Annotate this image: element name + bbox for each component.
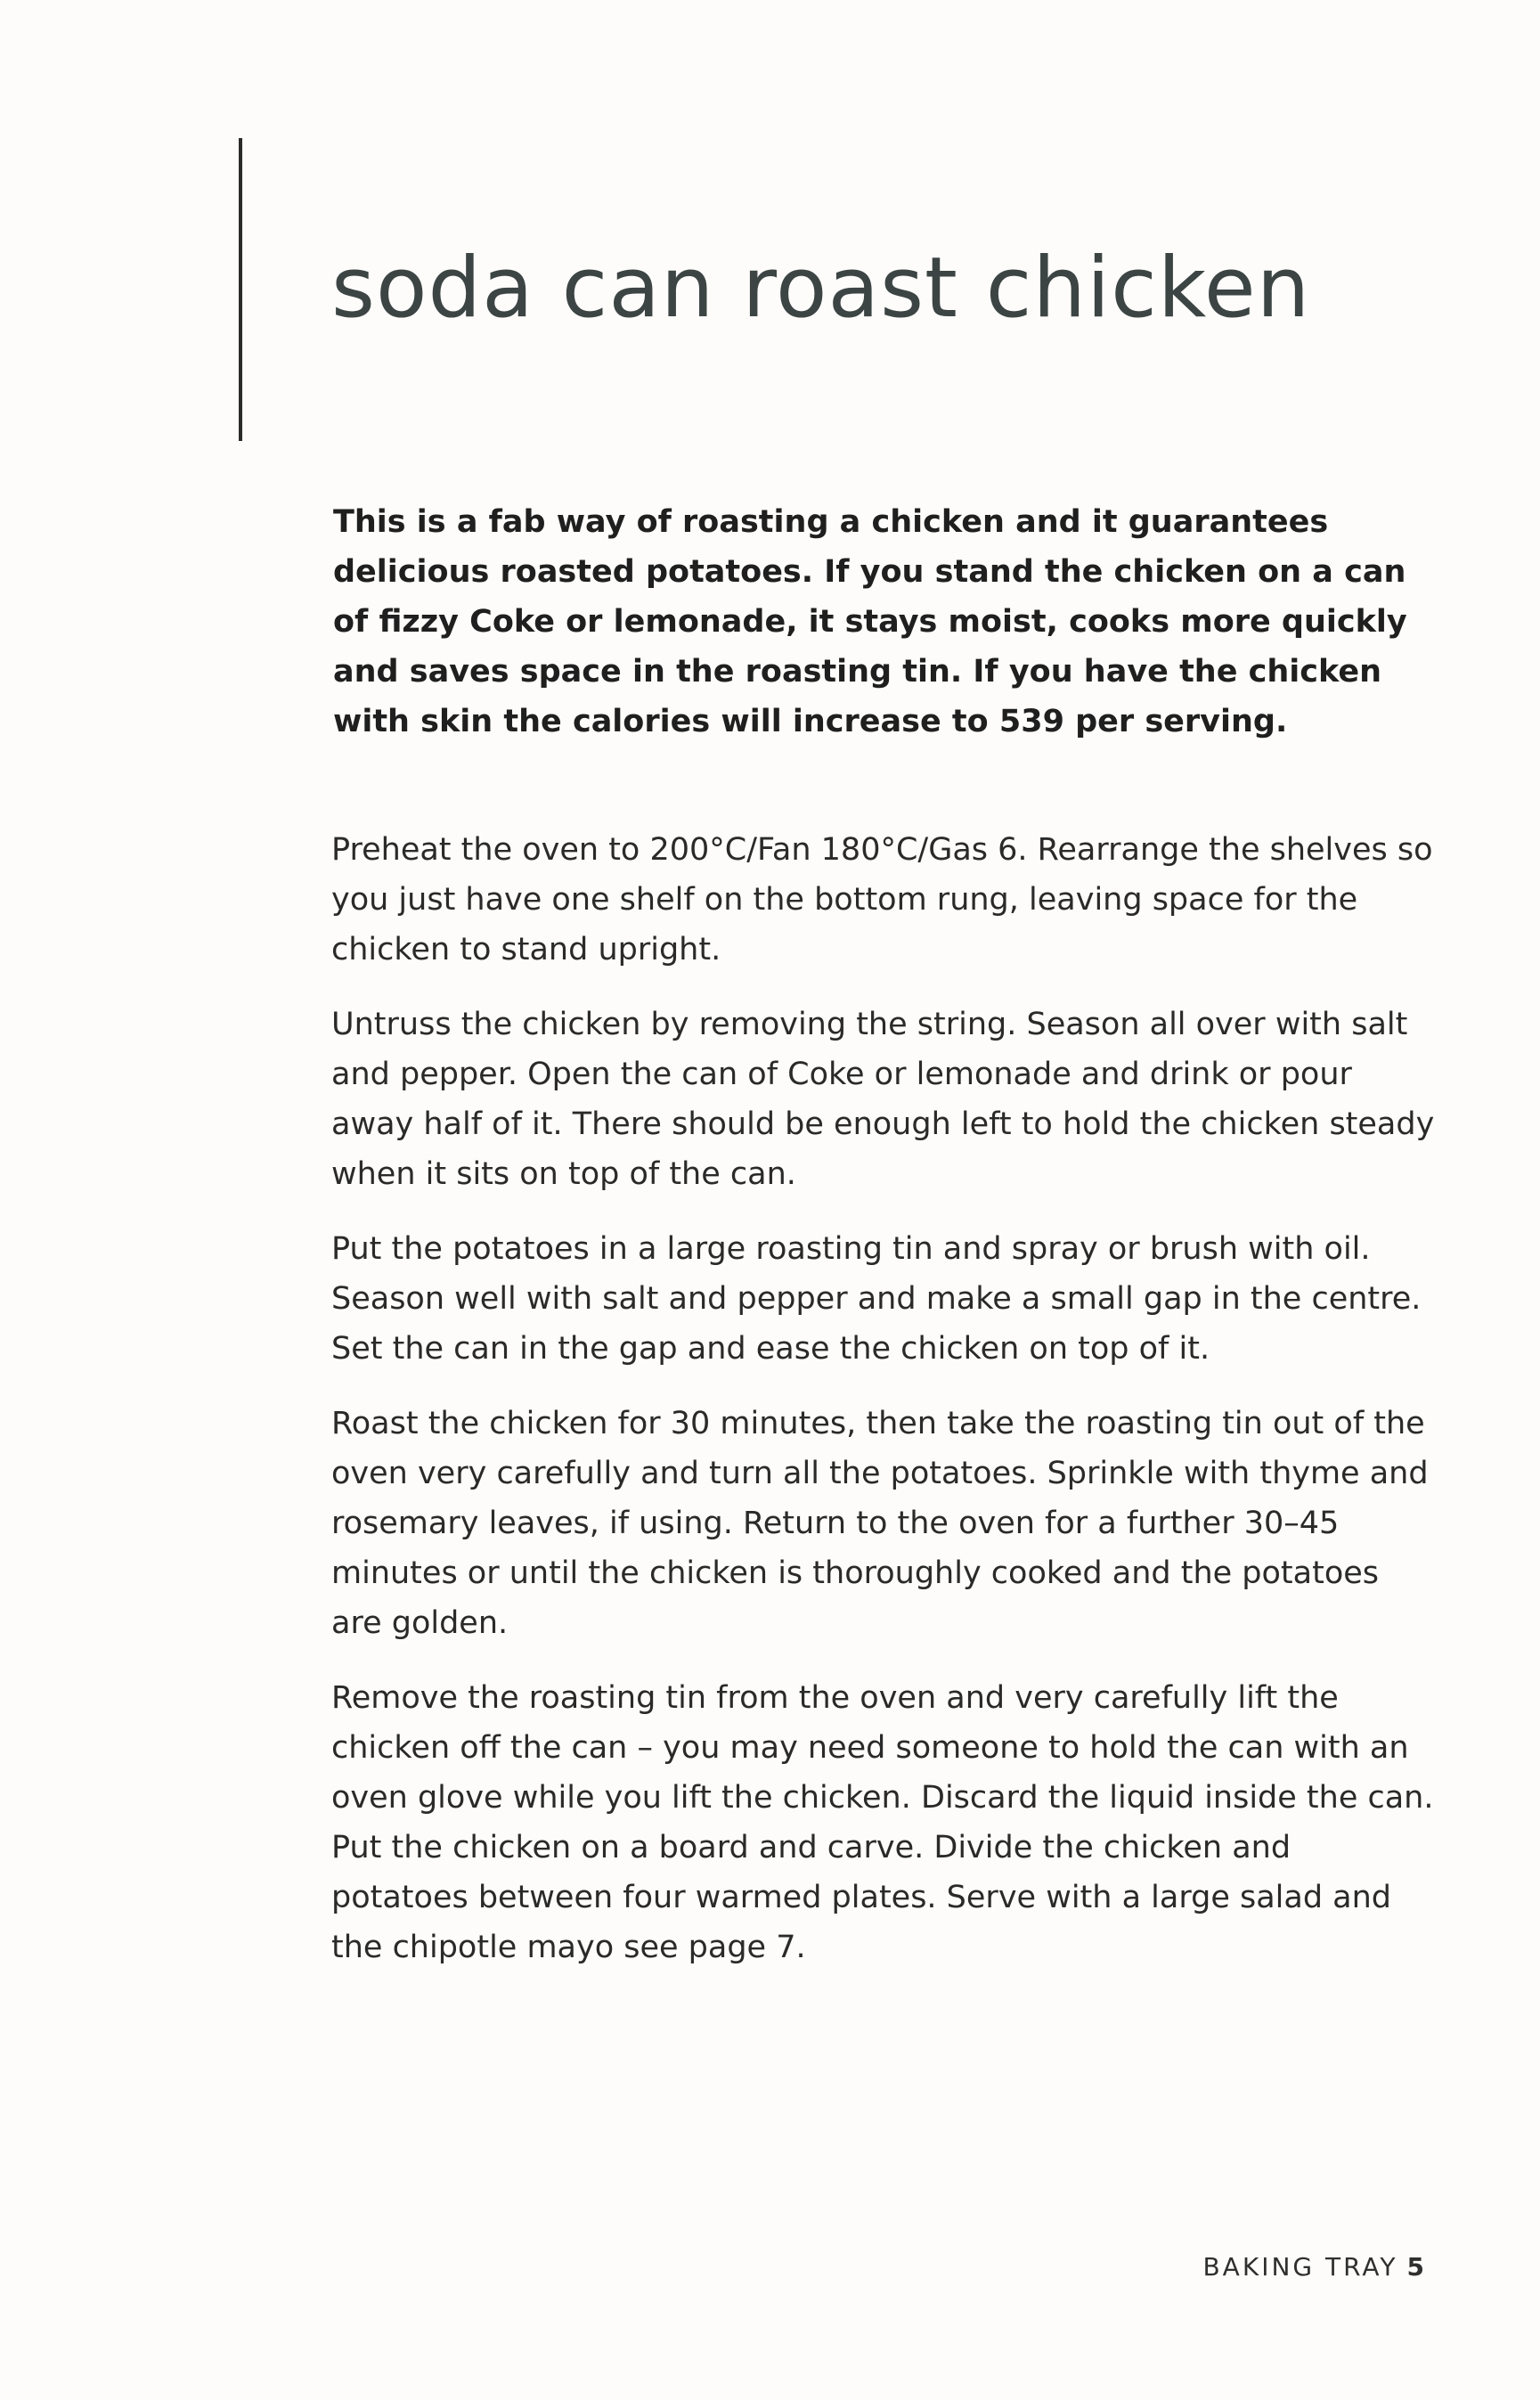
page-title: soda can roast chicken bbox=[331, 240, 1311, 337]
title-accent-rule bbox=[239, 138, 242, 441]
method-step-4: Roast the chicken for 30 minutes, then take the roasting tin out of the oven very carefully and turn all the potatoes. Sprinkle with thyme and rosemary leaves, if using. Return to the oven for a further 30–45 minutes or until the chicken is thoroughly cooked and the potatoes are golden. bbox=[331, 1406, 1429, 1641]
page-footer bbox=[1202, 2252, 1424, 2282]
footer-page-number: 5 bbox=[1406, 2252, 1424, 2282]
method-step-5: Remove the roasting tin from the oven and very carefully lift the chicken off the can – you may need someone to hold the can with an oven glove while you lift the chicken. Discard the liquid inside the can. Put the chicken on a board and carve. Divide the chicken and potatoes between four warmed plates. Serve with a large salad and the chipotle mayo see page 7. bbox=[331, 1680, 1434, 1965]
footer-section-label: BAKING TRAY bbox=[1202, 2252, 1398, 2282]
recipe-intro: This is a fab way of roasting a chicken and it guarantees delicious roasted potatoes. If you stand the chicken on a can of fizzy Coke or lemonade, it stays moist, cooks more quickly and saves space in the roasting tin. If you have the chicken with skin the calories will increase to 539 per serving. bbox=[333, 504, 1407, 739]
method-step-2: Untruss the chicken by removing the string. Season all over with salt and pepper. Open the can of Coke or lemonade and drink or pour away half of it. There should be enough left to hold the chicken steady when it sits on top of the can. bbox=[331, 1007, 1435, 1192]
method-step-3: Put the potatoes in a large roasting tin and spray or brush with oil. Season well with salt and pepper and make a small gap in the centre. Set the can in the gap and ease the chicken on top of it. bbox=[331, 1231, 1422, 1367]
method-step-1: Preheat the oven to 200°C/Fan 180°C/Gas 6. Rearrange the shelves so you just have one shelf on the bottom rung, leaving space for the chicken to stand upright. bbox=[331, 832, 1433, 967]
method-steps bbox=[331, 825, 1436, 1997]
